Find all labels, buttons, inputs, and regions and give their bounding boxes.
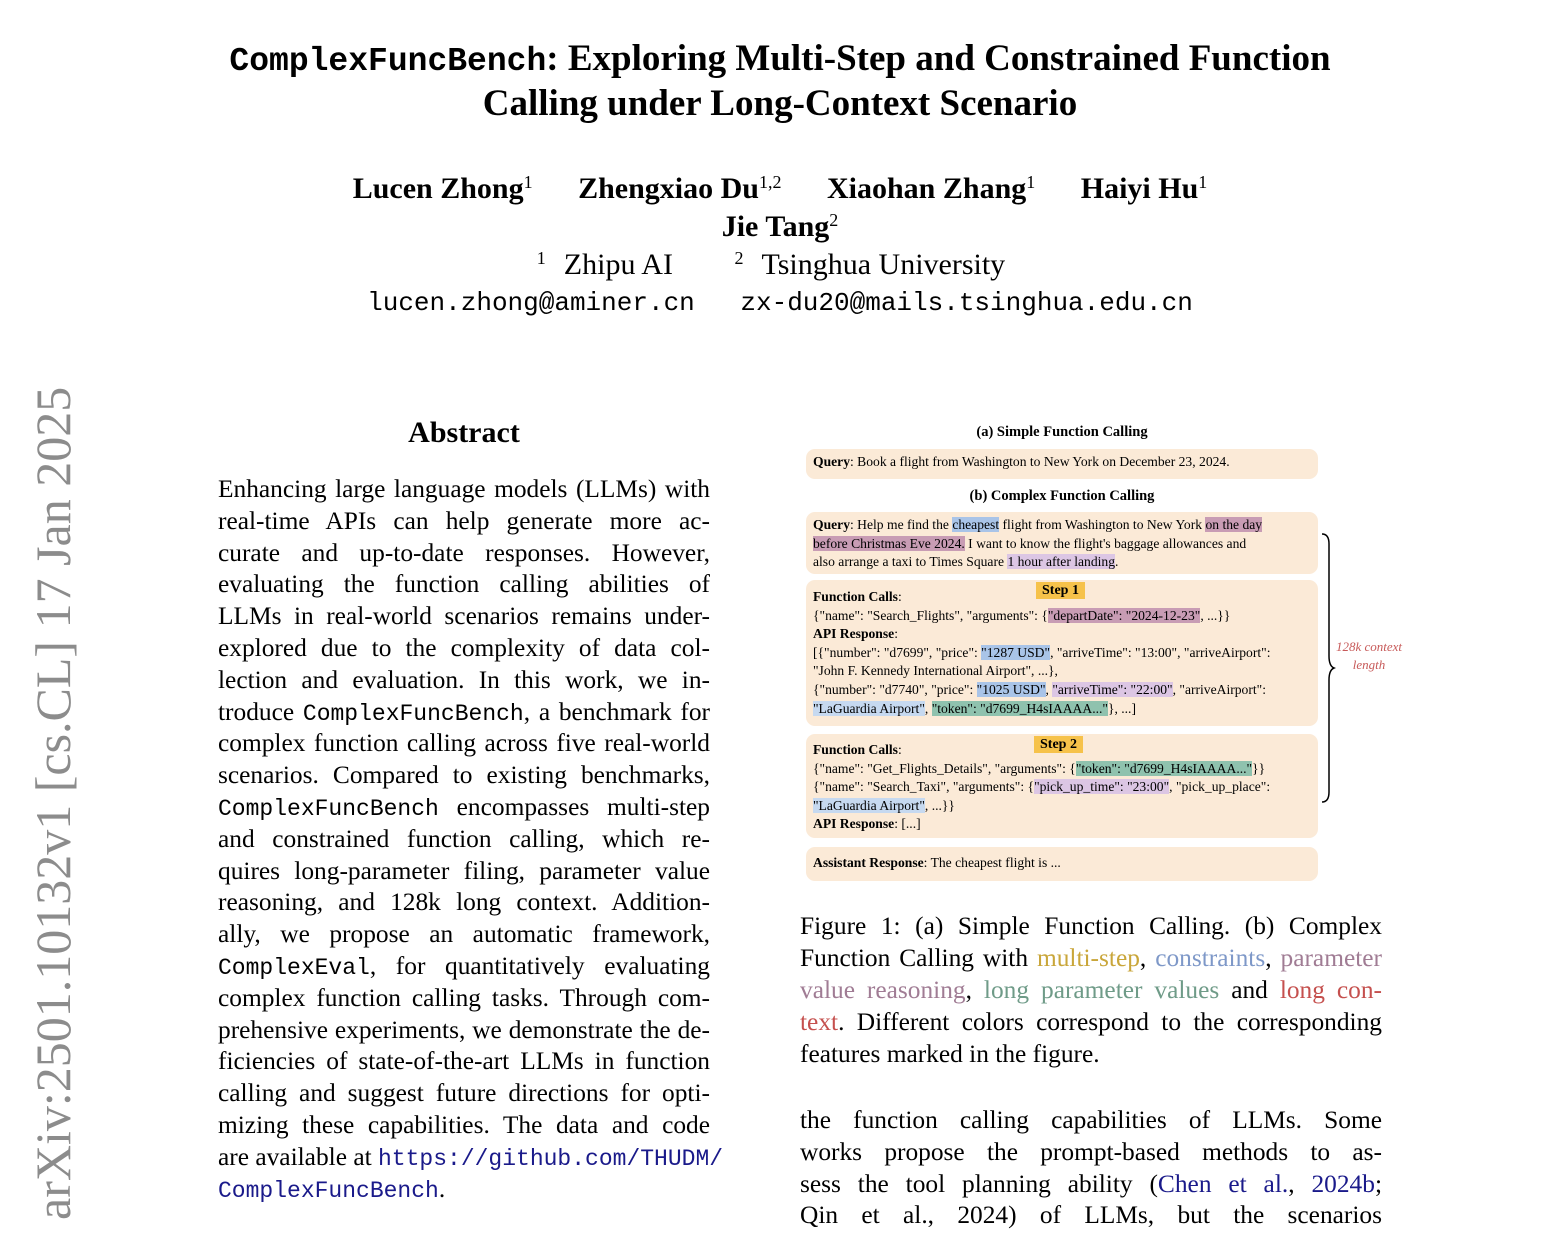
body-text-right: the function calling capabilities of LLMs. Some works propose the prompt-based methods to as- sess the tool planning ability (Chen et al., 2024b; Qin et al., 2024) of LLMs, but the scenarios xyxy=(800,1106,1382,1230)
email: lucen.zhong@aminer.cn xyxy=(367,288,695,318)
benchmark-name: ComplexFuncBench xyxy=(229,43,547,80)
citation-link[interactable]: Chen et al. xyxy=(1157,1169,1289,1198)
author: Zhengxiao Du$^{1,2}$ xyxy=(578,172,782,205)
affiliations xyxy=(150,248,1410,282)
step2-badge: Step 2 xyxy=(1034,736,1083,753)
context-length-note: 128k context length xyxy=(1335,639,1403,672)
figure-caption: Figure 1: (a) Simple Function Calling. (b) Complex Function Calling with multi-step, constraints, parameter value reasoning, long parameter values and long con-text. Different colors correspond to the corresponding features marked in the figure. xyxy=(800,912,1382,1068)
abstract-body: Enhancing large language models (LLMs) with real-time APIs can help generate more ac- curate and up-to-date responses. However, evaluating the function calling abilities of LLMs in real-world scenarios remains under- explored due to the complexity of data col- lection and evaluation. In this work, we in- troduce ComplexFuncBench, a benchmark for complex function calling across five real-world scenarios. Compared to existing benchmarks, ComplexFuncBench encompasses multi-step and constrained function calling, which re- quires long-parameter filing, parameter value reasoning, and 128k long context. Addition- ally, we propose an automatic framework, ComplexEval, for quantitatively evaluating complex function calling tasks. Through com- prehensive experiments, we demonstrate the de- ficiencies of state-of-the-art LLMs in function calling and suggest future directions for opti- mizing these capabilities. The data and code are available at https://github.com/THUDM/ ComplexFuncBench. xyxy=(218,475,724,1204)
arxiv-stamp: arXiv:2501.10132v1 [cs.CL] 17 Jan 2025 xyxy=(25,386,81,1220)
author: Xiaohan Zhang$^1$ xyxy=(827,172,1036,205)
abstract-heading: Abstract xyxy=(408,416,520,449)
email: zx-du20@mails.tsinghua.edu.cn xyxy=(740,288,1193,318)
author: Lucen Zhong$^1$ xyxy=(352,172,533,205)
figure-title-b: (b) Complex Function Calling xyxy=(969,488,1155,504)
repo-link[interactable]: ComplexFuncBench xyxy=(218,1177,439,1204)
step2-box: Function Calls: {"name": "Get_Flights_Details", "arguments": {"token": "d7699_H4sIAAAA..."}} {"name": "Search_Taxi", "arguments": {"pick_up_time": "23:00", "pick_up_place": "LaGuardia Airport", ...}} API Response: [...] xyxy=(806,734,1318,838)
author-list xyxy=(150,172,1410,206)
affiliation: $^1$ Zhipu AI xyxy=(536,248,673,281)
affiliation: $^2$ Tsinghua University xyxy=(734,248,1006,281)
author: Jie Tang$^2$ xyxy=(721,210,839,243)
author-emails xyxy=(150,288,1410,318)
author: Haiyi Hu$^1$ xyxy=(1080,172,1208,205)
figure-title-a: (a) Simple Function Calling xyxy=(976,424,1148,440)
author-list-line2 xyxy=(150,210,1410,244)
step1-box: Function Calls: {"name": "Search_Flights", "arguments": {"departDate": "2024-12-23", ...}} API Response: [{"number": "d7699", "price": "1287 USD", "arriveTime": "13:00", "arriveAirport": "John F. Kennedy International Airport", ...}, {"number": "d7740", "price": "1025 USD", "arriveTime": "22:00", "arriveAirport": "LaGuardia Airport", "token": "d7699_H4sIAAAA..."}, ...] xyxy=(806,580,1318,726)
step1-badge: Step 1 xyxy=(1036,582,1085,599)
assistant-response-box: Assistant Response: The cheapest flight is ... xyxy=(806,847,1318,881)
complex-query-box: Query: Help me find the cheapest flight from Washington to New York on the day before Christmas Eve 2024. I want to know the flight's baggage allowances and also arrange a taxi to Times Square 1 hour after landing. xyxy=(806,512,1318,574)
simple-query-box: Query: Book a flight from Washington to New York on December 23, 2024. xyxy=(806,449,1318,479)
repo-link[interactable]: https://github.com/THUDM/ xyxy=(378,1145,724,1172)
paper-title: ComplexFuncBench: Exploring Multi-Step and Constrained Function Calling under Long-Context Scenario xyxy=(229,38,1331,124)
citation-link[interactable]: 2024b xyxy=(1311,1169,1375,1198)
